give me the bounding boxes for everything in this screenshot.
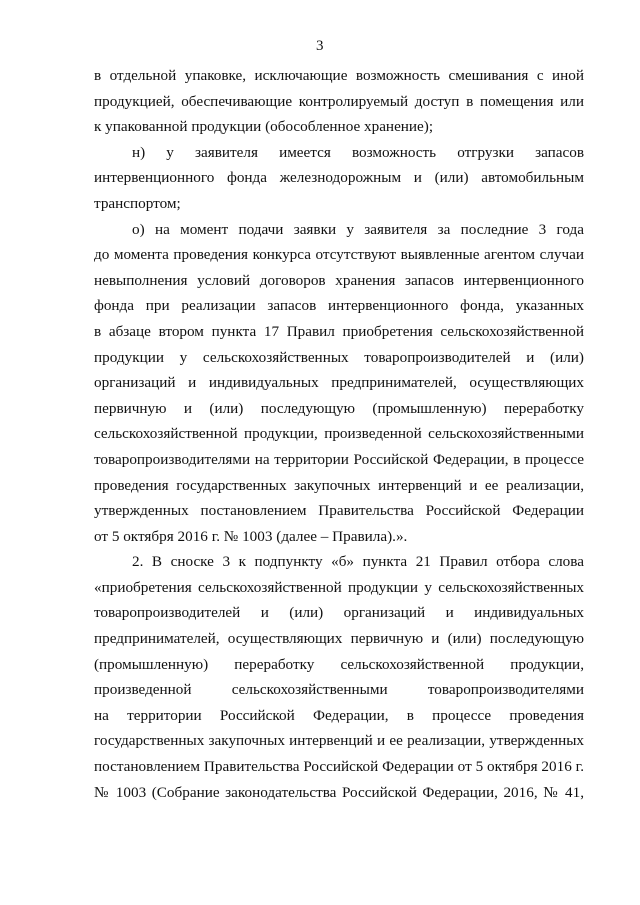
text-line: на территории Российской Федерации, в процессе проведения [94,706,584,724]
text-line: утвержденных постановлением Правительства Российской Федерации [94,502,584,520]
document-body [94,63,584,805]
text-line: интервенционного фонда железнодорожным и (или) автомобильным [94,169,584,187]
text-line: товаропроизводителями на территории Российской Федерации, в процессе [94,450,584,468]
text-line: (промышленную) переработку сельскохозяйственной продукции, [94,655,584,673]
text-line: продукцией, обеспечивающие контролируемый доступ в помещения или [94,92,584,110]
text-line: № 1003 (Собрание законодательства Российской Федерации, 2016, № 41, [94,783,584,801]
text-line: в отдельной упаковке, исключающие возможность смешивания с иной [94,67,584,84]
text-line: проведения государственных закупочных интервенций и ее реализации, [94,476,584,494]
text-line: первичную и (или) последующую (промышленную) переработку [94,399,584,417]
text-line: в абзаце втором пункта 17 Правил приобретения сельскохозяйственной [94,322,584,340]
text-line: 2. В сноске 3 к подпункту «б» пункта 21 Правил отбора слова [132,553,584,571]
text-line: к упакованной продукции (обособленное хранение); [94,118,434,136]
text-line: государственных закупочных интервенций и ее реализации, утвержденных [94,732,584,750]
text-line: до момента проведения конкурса отсутствуют выявленные агентом случаи [94,246,584,264]
text-line: от 5 октября 2016 г. № 1003 (далее – Правила).». [94,527,408,545]
text-line: товаропроизводителей и (или) организаций и индивидуальных [94,604,584,622]
text-line: фонда при реализации запасов интервенционного фонда, указанных [94,297,584,315]
text-line: транспортом; [94,194,181,212]
text-line: о) на момент подачи заявки у заявителя за последние 3 года [132,220,584,238]
text-line: произведенной сельскохозяйственными товаропроизводителями [94,681,584,699]
text-line: сельскохозяйственной продукции, произведенной сельскохозяйственными [94,425,584,443]
text-line: предпринимателей, осуществляющих первичную и (или) последующую [94,630,584,648]
page-number: 3 [316,38,324,54]
text-line: организаций и индивидуальных предпринимателей, осуществляющих [94,374,584,392]
text-line: н) у заявителя имеется возможность отгрузки запасов [132,143,584,161]
text-line: невыполнения условий договоров хранения запасов интервенционного [94,271,584,289]
text-line: продукции у сельскохозяйственных товаропроизводителей и (или) [94,348,584,366]
text-line: «приобретения сельскохозяйственной продукции у сельскохозяйственных [94,578,584,596]
text-line: постановлением Правительства Российской Федерации от 5 октября 2016 г. [94,758,584,776]
